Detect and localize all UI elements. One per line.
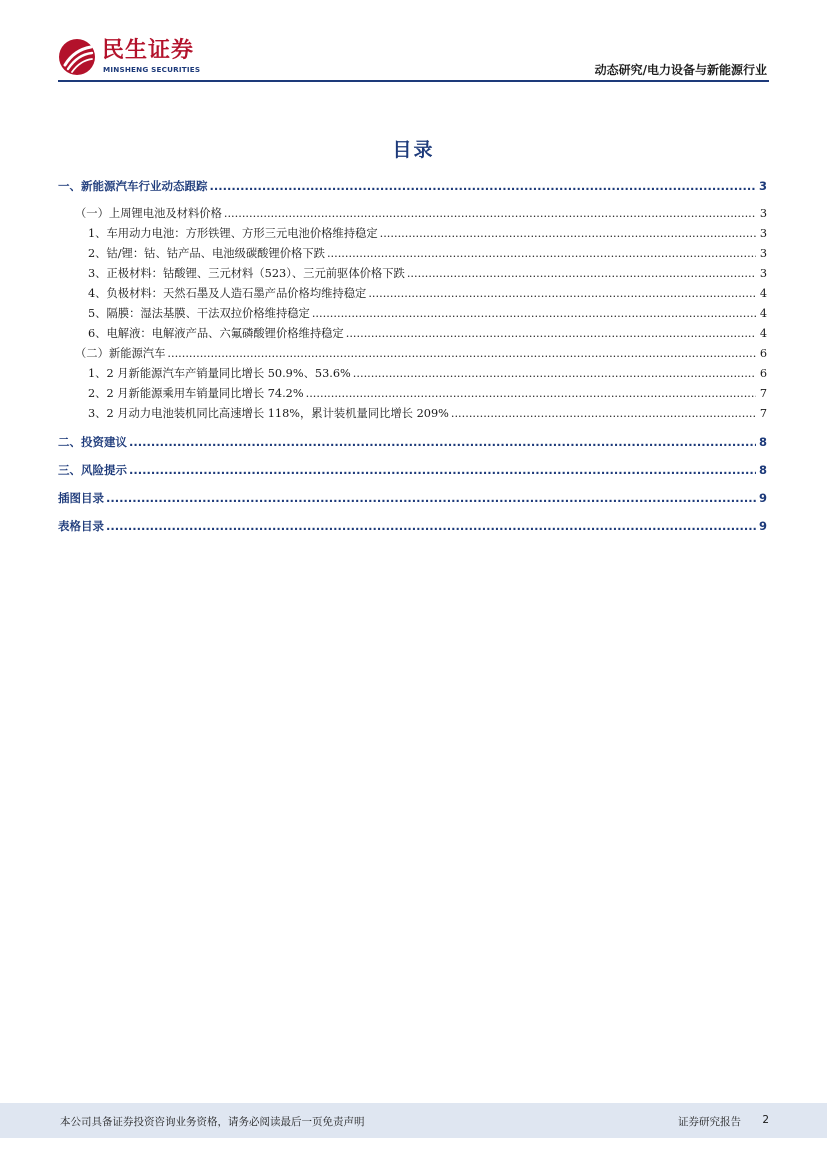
toc-entry-label: 三、风险提示: [58, 463, 127, 477]
toc-entry-label: 1、2 月新能源汽车产销量同比增长 50.9%、53.6%: [88, 367, 351, 380]
toc-entry[interactable]: [58, 364, 767, 384]
toc-entry-page: 3: [759, 267, 767, 280]
toc-entry-page: 3: [759, 227, 767, 240]
toc-entry-page: 4: [759, 307, 767, 320]
page-header: [0, 0, 827, 84]
toc-entry[interactable]: [58, 284, 767, 304]
toc-entry[interactable]: [58, 304, 767, 324]
toc-entry-label: （二）新能源汽车: [75, 347, 166, 360]
toc-entry[interactable]: [58, 324, 767, 344]
toc-entry-page: 6: [759, 347, 767, 360]
minsheng-logo-icon: [58, 38, 96, 76]
footer-disclaimer: 本公司具备证券投资咨询业务资格，请务必阅读最后一页免责声明: [60, 1116, 365, 1128]
toc-entry-label: 3、2 月动力电池装机同比高速增长 118%，累计装机量同比增长 209%: [88, 407, 449, 420]
toc-title: 目录: [392, 139, 435, 161]
toc-entry-page: 4: [759, 287, 767, 300]
toc-entry-label: 3、正极材料：钴酸锂、三元材料（523）、三元前驱体价格下跌: [88, 267, 405, 280]
toc-entry[interactable]: [58, 460, 767, 480]
toc-leader-dots: [106, 488, 756, 508]
toc-entry[interactable]: [58, 432, 767, 452]
toc-leader-dots: [106, 516, 756, 536]
toc-entry-label: 6、电解液：电解液产品、六氟磷酸锂价格维持稳定: [88, 327, 344, 340]
toc-leader-dots: [306, 384, 756, 404]
toc-leader-dots: [407, 264, 756, 284]
page-footer: [0, 1103, 827, 1138]
toc-entry-page: 7: [759, 387, 767, 400]
toc-entry-label: 二、投资建议: [58, 435, 127, 449]
toc-entry[interactable]: [58, 176, 767, 196]
toc-entry-page: 6: [759, 367, 767, 380]
toc-leader-dots: [224, 204, 756, 224]
toc-entry-page: 8: [758, 435, 767, 449]
toc-leader-dots: [312, 304, 756, 324]
toc-entry-label: 插图目录: [58, 491, 104, 505]
toc-entry-page: 3: [759, 207, 767, 220]
toc-entry-page: 9: [758, 491, 767, 505]
toc-entry-page: 8: [758, 463, 767, 477]
toc-leader-dots: [129, 432, 756, 452]
toc-entry-label: 表格目录: [58, 519, 104, 533]
toc-entry[interactable]: [58, 516, 767, 536]
minsheng-logo: [58, 38, 218, 78]
toc-entry-page: 7: [759, 407, 767, 420]
toc-entry[interactable]: [58, 224, 767, 244]
toc-entry-label: （一）上周锂电池及材料价格: [75, 207, 222, 220]
toc-entry[interactable]: [58, 244, 767, 264]
toc-entry-label: 1、车用动力电池：方形铁锂、方形三元电池价格维持稳定: [88, 227, 378, 240]
toc-leader-dots: [353, 364, 756, 384]
toc-entry[interactable]: [58, 264, 767, 284]
toc-entry[interactable]: [58, 488, 767, 508]
toc-entry-label: 5、隔膜：湿法基膜、干法双拉价格维持稳定: [88, 307, 310, 320]
toc-leader-dots: [380, 224, 756, 244]
toc-entry-label: 4、负极材料：天然石墨及人造石墨产品价格均维持稳定: [88, 287, 367, 300]
toc-leader-dots: [451, 404, 756, 424]
toc-leader-dots: [210, 176, 757, 196]
toc-leader-dots: [167, 344, 756, 364]
toc-leader-dots: [327, 244, 756, 264]
logo-english-name: MINSHENG SECURITIES: [103, 65, 201, 74]
toc-entry-label: 一、新能源汽车行业动态跟踪: [58, 179, 208, 193]
toc-leader-dots: [346, 324, 756, 344]
toc-entry-page: 4: [759, 327, 767, 340]
toc-entry[interactable]: [58, 384, 767, 404]
toc-entry[interactable]: [58, 344, 767, 364]
toc-entry[interactable]: [58, 204, 767, 224]
toc-leader-dots: [368, 284, 756, 304]
toc-entry-label: 2、2 月新能源乘用车销量同比增长 74.2%: [88, 387, 304, 400]
toc-entry-page: 9: [758, 519, 767, 533]
page-number: 2: [762, 1114, 769, 1126]
footer-doc-type: 证券研究报告: [678, 1116, 741, 1128]
toc-leader-dots: [129, 460, 756, 480]
toc-entry-page: 3: [758, 179, 767, 193]
toc-entry[interactable]: [58, 404, 767, 424]
header-divider: [58, 80, 769, 82]
report-category: 动态研究/电力设备与新能源行业: [594, 63, 767, 77]
toc-entry-page: 3: [759, 247, 767, 260]
toc-entry-label: 2、钴/锂：钴、钴产品、电池级碳酸锂价格下跌: [88, 247, 325, 260]
logo-chinese-name: 民生证券: [102, 38, 195, 63]
